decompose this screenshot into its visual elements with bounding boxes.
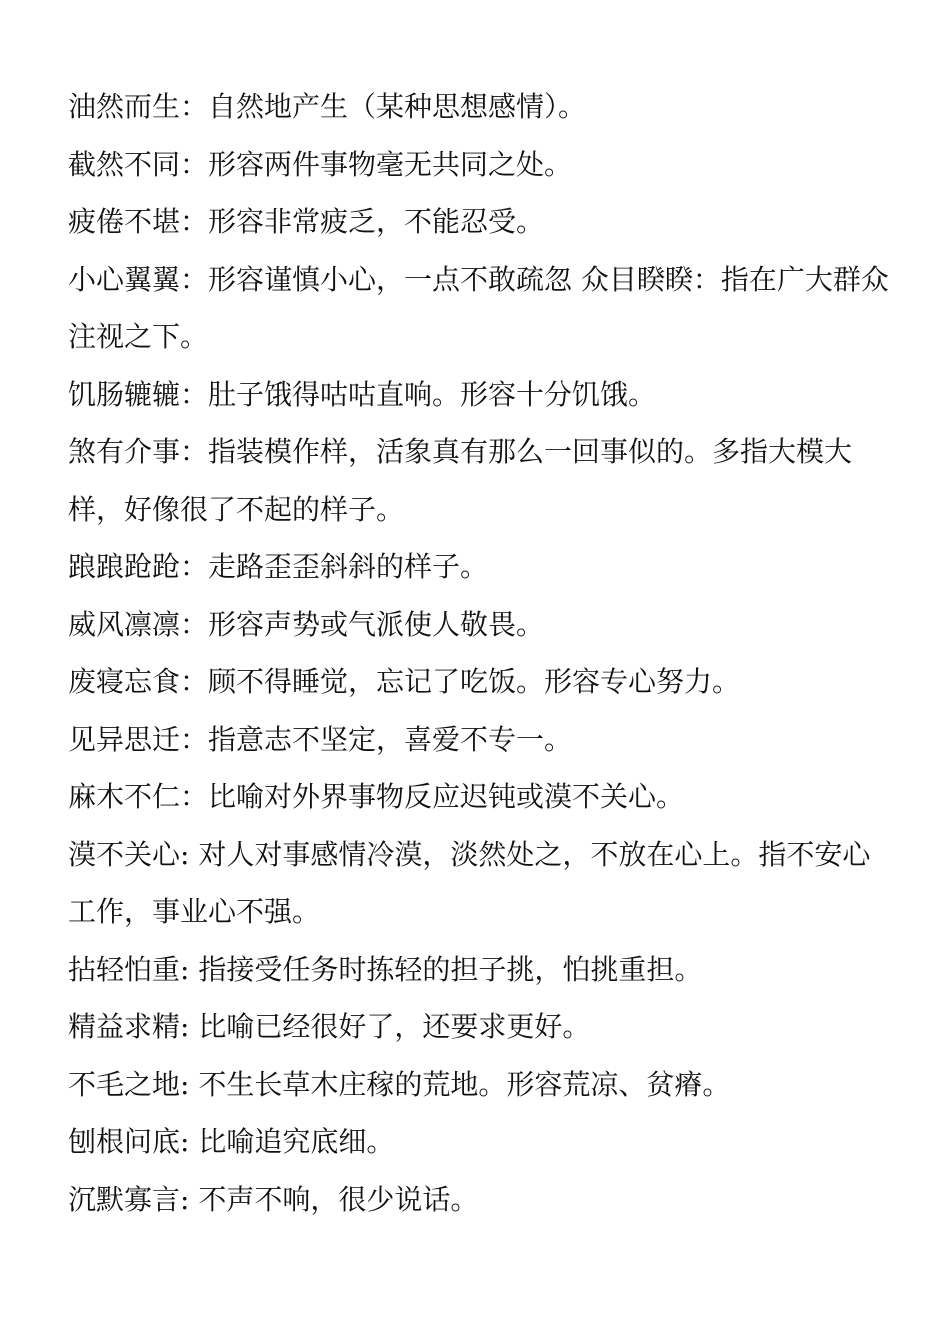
idiom-entry-5: 饥肠辘辘：肚子饿得咕咕直响。形容十分饥饿。 xyxy=(68,377,657,411)
idiom-entry-2: 截然不同：形容两件事物毫无共同之处。 xyxy=(68,147,573,181)
idiom-entry-16: 刨根问底: 比喻追究底细。 xyxy=(68,1125,395,1158)
idiom-entry-4: 小心翼翼：形容谨慎小心，一点不敢疏忽 众目睽睽：指在广大群众注视之下。 xyxy=(68,262,889,353)
idiom-entry-1: 油然而生：自然地产生（某种思想感情）。 xyxy=(68,90,587,123)
idiom-entry-10: 见异思迁：指意志不坚定，喜爱不专一。 xyxy=(68,722,573,756)
document-body xyxy=(68,78,898,1228)
idiom-entry-7: 踉踉跄跄：走路歪歪斜斜的样子。 xyxy=(68,550,489,583)
idiom-entry-8: 威风凛凛：形容声势或气派使人敬畏。 xyxy=(68,607,545,641)
idiom-entry-11: 麻木不仁：比喻对外界事物反应迟钝或漠不关心。 xyxy=(68,780,685,813)
idiom-entry-6: 煞有介事：指装模作样，活象真有那么一回事似的。多指大模大样，好像很了不起的样子。 xyxy=(68,435,853,526)
idiom-entry-12: 漠不关心: 对人对事感情冷漠，淡然处之，不放在心上。指不安心工作，事业心不强。 xyxy=(68,837,871,928)
idiom-entry-13: 拈轻怕重: 指接受任务时拣轻的担子挑，怕挑重担。 xyxy=(68,952,703,986)
idiom-entry-15: 不毛之地: 不生长草木庄稼的荒地。形容荒凉、贫瘠。 xyxy=(68,1067,731,1101)
idiom-entry-9: 废寝忘食：顾不得睡觉，忘记了吃饭。形容专心努力。 xyxy=(68,665,741,698)
idiom-entry-17: 沉默寡言: 不声不响，很少说话。 xyxy=(68,1182,479,1216)
idiom-entry-14: 精益求精: 比喻已经很好了，还要求更好。 xyxy=(68,1010,591,1043)
idiom-entry-3: 疲倦不堪：形容非常疲乏，不能忍受。 xyxy=(68,205,545,238)
